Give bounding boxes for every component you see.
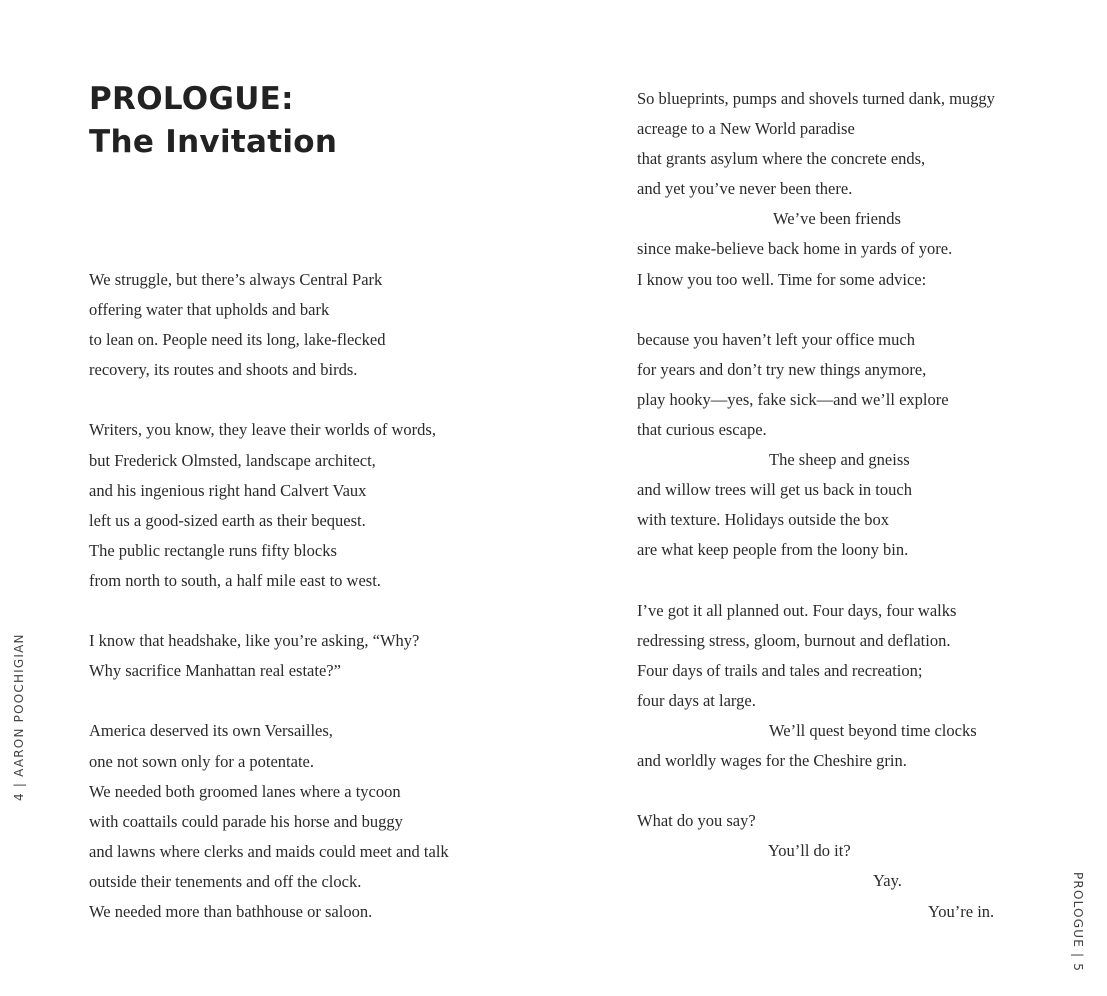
stanza-break — [637, 566, 995, 596]
poem-line: that curious escape. — [637, 420, 767, 440]
poem-line: acreage to a New World paradise — [637, 119, 855, 139]
poem-line: with coattails could parade his horse and buggy — [89, 811, 403, 831]
poem-line: America deserved its own Versailles, — [89, 721, 333, 741]
poem-line: and willow trees will get us back in touch — [637, 480, 912, 500]
poem-line: We needed more than bathhouse or saloon. — [89, 901, 373, 921]
right-page-folio: PROLOGUE | 5 — [1071, 872, 1085, 973]
left-page-poem — [89, 265, 449, 927]
poem-line: one not sown only for a potentate. — [89, 751, 314, 771]
poem-line: offering water that upholds and bark — [89, 300, 330, 320]
poem-line: are what keep people from the loony bin. — [637, 540, 909, 560]
poem-line: We’ll quest beyond time clocks — [769, 720, 977, 740]
poem-line: I know that headshake, like you’re asking, “Why? — [89, 631, 420, 651]
poem-line: We struggle, but there’s always Central Park — [89, 270, 383, 289]
poem-line: play hooky—yes, fake sick—and we’ll explore — [637, 389, 949, 409]
poem-line: and worldly wages for the Cheshire grin. — [637, 751, 907, 771]
poem-line: I know you too well. Time for some advice: — [637, 269, 927, 289]
chapter-title-line-2: The Invitation — [89, 124, 338, 160]
poem-line: because you haven’t left your office much — [637, 329, 915, 349]
poem-line: and his ingenious right hand Calvert Vaux — [89, 480, 367, 500]
poem-line: Yay. — [873, 871, 902, 891]
poem-line: for years and don’t try new things anymore, — [637, 359, 927, 379]
chapter-title — [89, 78, 337, 164]
poem-line: Writers, you know, they leave their worlds of words, — [89, 420, 436, 440]
poem-line: but Frederick Olmsted, landscape architect, — [89, 450, 376, 470]
poem-line: since make-believe back home in yards of yore. — [637, 239, 953, 259]
chapter-title-line-1: PROLOGUE: — [89, 81, 294, 117]
poem-line: The sheep and gneiss — [769, 450, 910, 470]
poem-line: and lawns where clerks and maids could meet and talk — [89, 841, 449, 861]
poem-line: from north to south, a half mile east to west. — [89, 570, 381, 590]
stanza-break — [637, 295, 995, 325]
stanza-break — [637, 776, 995, 806]
stanza-break — [89, 686, 449, 716]
poem-line: We’ve been friends — [773, 209, 901, 229]
poem-line: The public rectangle runs fifty blocks — [89, 540, 337, 560]
poem-line: Why sacrifice Manhattan real estate?” — [89, 661, 341, 681]
poem-line: You’ll do it? — [768, 841, 851, 861]
poem-line: and yet you’ve never been there. — [637, 179, 853, 199]
poem-line: four days at large. — [637, 690, 756, 710]
poem-line: outside their tenements and off the clock. — [89, 871, 362, 891]
poem-line: to lean on. People need its long, lake-flecked — [89, 330, 386, 350]
right-page-poem — [637, 84, 995, 927]
poem-line: We needed both groomed lanes where a tycoon — [89, 781, 401, 801]
poem-line: You’re in. — [928, 901, 995, 921]
poem-line: So blueprints, pumps and shovels turned dank, muggy — [637, 89, 995, 108]
poem-line: that grants asylum where the concrete ends, — [637, 149, 926, 169]
poem-line: What do you say? — [637, 811, 756, 831]
poem-line: recovery, its routes and shoots and birds. — [89, 360, 358, 380]
poem-line: redressing stress, gloom, burnout and deflation. — [637, 630, 951, 650]
poem-line: I’ve got it all planned out. Four days, four walks — [637, 600, 957, 620]
left-page-folio: 4 | AARON POOCHIGIAN — [12, 633, 26, 801]
stanza-break — [89, 596, 449, 626]
poem-line: left us a good-sized earth as their bequest. — [89, 510, 366, 530]
stanza-break — [89, 385, 449, 415]
poem-line: with texture. Holidays outside the box — [637, 510, 890, 530]
poem-line: Four days of trails and tales and recreation; — [637, 660, 923, 680]
